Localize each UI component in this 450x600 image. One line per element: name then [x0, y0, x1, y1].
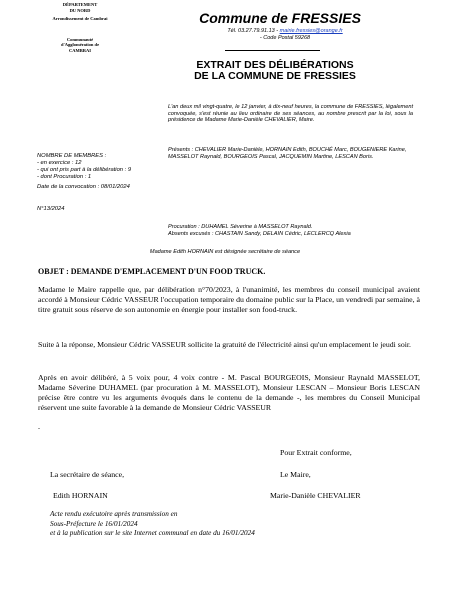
members-label: NOMBRE DE MEMBRES : — [37, 153, 107, 159]
paragraph-3: Après en avoir délibéré, à 5 voix pour, 4 voix contre - M. Pascal BOURGEOIS, Monsieur Raynald MASSELOT, Madame Séverine DUHAMEL (par procuration à M. MASSELOT), Monsieur LESCAN – Monsieur Boris LESCAN précise être contre vu les arguments évoqués dans le contenu de la demande -, les membres du Conseil Municipal réservent une suite favorable à la demande de Monsieur Cédric VASSEUR — [38, 373, 420, 412]
contact-block — [175, 28, 395, 42]
members-deliberation: - qui ont pris part à la délibération : 9 — [37, 167, 132, 173]
procuration-text: Procuration : DUHAMEL Séverine à MASSELOT Raynald. — [168, 224, 313, 230]
absents-text: Absents excusés : CHASTAIN Sandy, DELAIN Cédric, LECLERCQ Alexia — [168, 230, 351, 237]
communaute-line3: CAMBRAI — [69, 47, 91, 53]
du-nord: DU NORD — [69, 7, 91, 13]
email-link[interactable]: mairie.fressies@orange.fr — [279, 28, 343, 34]
objet-heading: OBJET : DEMANDE D'EMPLACEMENT D'UN FOOD TRUCK. — [38, 267, 266, 276]
deliberation-number: N°13/2024 — [37, 206, 65, 212]
convocation-date: Date de la convocation : 08/01/2024 — [37, 184, 130, 190]
secretaire-name: Edith HORNAIN — [53, 491, 108, 500]
intro-text: L'an deux mil vingt-quatre, le 12 janvier, à dix-neuf heures, la commune de FRESSIES, légalement convoquée, s'est réunie au lieu ordinaire de ses séances, au nombre prescrit par la loi, sous la présidence de Madame Marie-Danièle CHEVALIER, Maire. — [168, 104, 413, 124]
secretaire-label: La secrétaire de séance, — [50, 470, 125, 479]
title-line2: DE LA COMMUNE DE FRESSIES — [194, 70, 356, 82]
members-block — [37, 153, 162, 191]
members-procuration: - dont Procuration : 1 — [37, 174, 92, 180]
departement: DÉPARTEMENT — [62, 2, 98, 7]
paragraph-dot: . — [38, 422, 40, 431]
communaute-line1: Communauté — [66, 36, 94, 42]
code-postal: - Code Postal 59268 — [259, 35, 311, 41]
pour-extrait-conforme: Pour Extrait conforme, — [280, 448, 352, 457]
acte-line3: et à la publication sur le site Internet communal en date du 16/01/2024 — [50, 529, 255, 537]
acte-line2: Sous-Préfecture le 16/01/2024 — [50, 519, 138, 528]
secretaire-designation: Madame Edith HORNAIN est désignée secrétaire de séance — [149, 249, 301, 255]
title-line1: EXTRAIT DES DÉLIBÉRATIONS — [196, 59, 354, 71]
left-header — [30, 2, 130, 53]
arrondissement: Arrondissement de Cambrai — [52, 16, 108, 21]
presents-text: Présents : CHEVALIER Marie-Danièle, HORNAIN Edith, BOUCHÉ Marc, BOUGENIERE Karine, MASSELOT Raynald, BOURGEOIS Pascal, JACQUEMIN Martine, LESCAN Boris. — [168, 147, 407, 160]
procuration-block — [168, 224, 418, 237]
maire-name: Marie-Danièle CHEVALIER — [270, 491, 361, 500]
commune-title: Commune de FRESSIES — [199, 10, 361, 26]
communaute-line2: d'Agglomération de — [60, 42, 100, 47]
acte-executoire — [50, 510, 370, 539]
paragraph-2: Suite à la réponse, Monsieur Cédric VASSEUR sollicite la gratuité de l'électricité ainsi qu'un emplacement le jeudi soir. — [38, 340, 412, 349]
document-title — [150, 60, 400, 82]
header-divider — [225, 50, 320, 51]
paragraph-1: Madame le Maire rappelle que, par délibération n°70/2023, à l'unanimité, les membres du conseil municipal avaient accordé à Monsieur Cédric VASSEUR l'occupation temporaire du domaine public sur la Place, un vendredi par semaine, à titre gratuit sous réserve de son autonomie en énergie pour installer son food-truck. — [38, 285, 420, 314]
maire-label: Le Maire, — [280, 470, 311, 479]
members-exercice: - en exercice : 12 — [37, 160, 82, 166]
acte-line1: Acte rendu exécutoire après transmission en — [50, 510, 178, 518]
telephone: Tél. 03.27.79.91.13 - — [227, 28, 279, 34]
